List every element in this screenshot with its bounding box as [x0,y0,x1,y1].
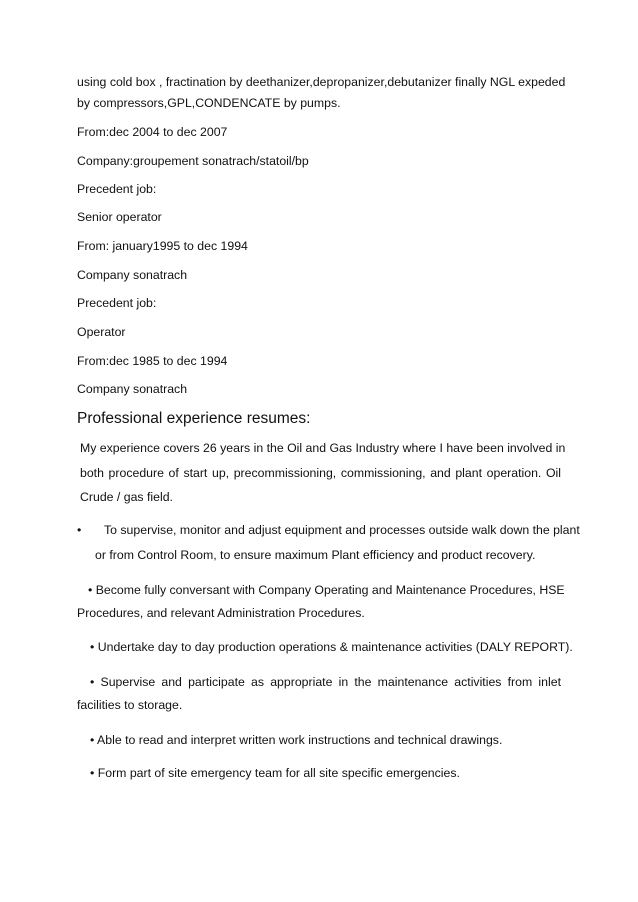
bullet-6: • Form part of site emergency team for all site specific emergencies. [90,766,460,780]
job-company-3: Company sonatrach [77,382,188,396]
bullet-marker-1: • [77,523,82,537]
bullet-5: • Able to read and interpret written work instructions and technical drawings. [90,733,503,747]
section-heading: Professional experience resumes: [77,410,311,427]
summary-line-2: both procedure of start up, precommissioning, commissioning, and plant operation. Oil [80,466,561,480]
job-from-2: From: january1995 to dec 1994 [77,239,248,253]
job-from-1: From:dec 2004 to dec 2007 [77,125,228,139]
summary-line-1: My experience covers 26 years in the Oil and Gas Industry where I have been involved in [80,441,566,455]
intro-line-1: using cold box , fractination by deethanizer,depropanizer,debutanizer finally NGL expeded [77,75,566,89]
bullet-1-line-1: To supervise, monitor and adjust equipment and processes outside walk down the plant [104,523,580,537]
bullet-4-line-1: • Supervise and participate as appropriate in the maintenance activities from inlet [90,675,561,689]
job-company-2: Company sonatrach [77,268,188,282]
summary-line-3: Crude / gas field. [80,490,173,504]
precedent-job-label-2: Precedent job: [77,296,157,310]
bullet-2-line-1: • Become fully conversant with Company Operating and Maintenance Procedures, HSE [88,583,565,597]
precedent-job-label-1: Precedent job: [77,182,157,196]
bullet-3: • Undertake day to day production operations & maintenance activities (DALY REPORT). [90,640,573,654]
job-title-operator: Operator [77,325,126,339]
intro-line-2: by compressors,GPL,CONDENCATE by pumps. [77,96,341,110]
bullet-1-line-2: or from Control Room, to ensure maximum Plant efficiency and product recovery. [95,548,536,562]
bullet-4-line-2: facilities to storage. [77,698,183,712]
job-from-3: From:dec 1985 to dec 1994 [77,354,228,368]
job-title-senior-operator: Senior operator [77,210,162,224]
bullet-2-line-2: Procedures, and relevant Administration Procedures. [77,606,365,620]
job-company-1: Company:groupement sonatrach/statoil/bp [77,154,309,168]
